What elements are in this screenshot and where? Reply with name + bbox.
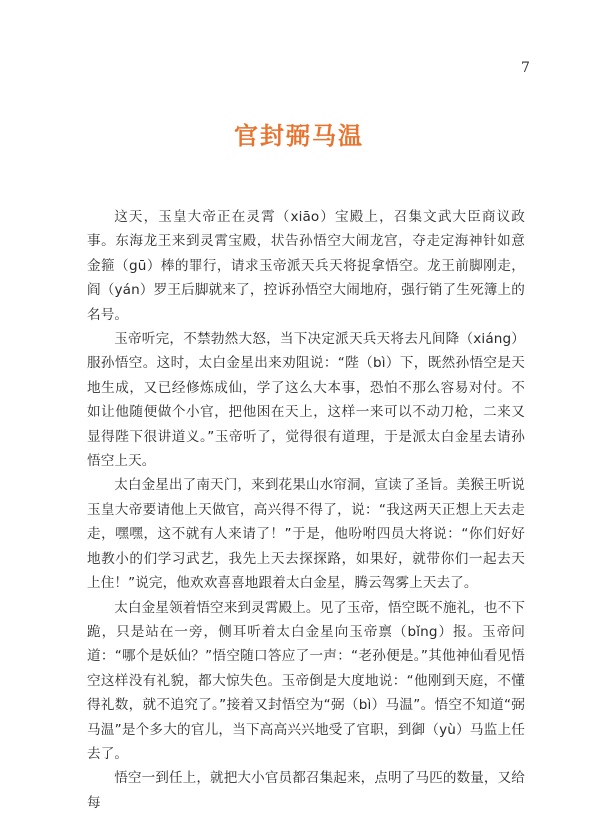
- chapter-title: 官封弼马温: [234, 122, 364, 150]
- body-text: [87, 205, 525, 815]
- paragraph: 玉帝听完，不禁勃然大怒，当下决定派天兵天将去凡间降（xiáng）服孙悟空。这时，太白金星出来劝阻说：“陛（bì）下，既然孙悟空是天地生成，又已经修炼成仙，学了这么大本事，恐怕不那么容易对付。不如让他随便做个小官，把他困在天上，这样一来可以不动刀枪，二来又显得陛下很讲道义。”玉帝听了，觉得很有道理，于是派太白金星去请孙悟空上天。: [87, 331, 525, 470]
- paragraph: 太白金星出了南天门，来到花果山水帘洞，宣读了圣旨。美猴王听说玉皇大帝要请他上天做官，高兴得不得了，说：“我这两天正想上天去走走，嘿嘿，这不就有人来请了！”于是，他吩咐四员大将说：“你们好好地教小的们学习武艺，我先上天去探探路，如果好，就带你们一起去天上住！”说完，他欢欢喜喜地跟着太白金星，腾云驾雾上天去了。: [87, 477, 525, 592]
- page-number: 7: [521, 60, 530, 76]
- paragraph: 这天，玉皇大帝正在灵霄（xiāo）宝殿上，召集文武大臣商议政事。东海龙王来到灵霄宝殿，状告孙悟空大闹龙宫，夺走定海神针如意金箍（gū）棒的罪行，请求玉帝派天兵天将捉拿悟空。龙王前脚刚走，阎（yán）罗王后脚就来了，控诉孙悟空大闹地府，强行销了生死簿上的名号。: [87, 209, 525, 323]
- paragraph: 悟空一到任上，就把大小官员都召集起来，点明了马匹的数量，又给每: [87, 770, 525, 811]
- paragraph: 太白金星领着悟空来到灵霄殿上。见了玉帝，悟空既不施礼，也不下跪，只是站在一旁，侧耳听着太白金星向玉帝禀（bǐng）报。玉帝问道：“哪个是妖仙？”悟空随口答应了一声：“老孙便是。”其他神仙看见悟空这样没有礼貌，都大惊失色。玉帝倒是大度地说：“他刚到天庭，不懂得礼数，就不追究了。”接着又封悟空为“弼（bì）马温”。悟空不知道“弼马温”是个多大的官儿，当下高高兴兴地受了官职，到御（yù）马监上任去了。: [87, 599, 525, 762]
